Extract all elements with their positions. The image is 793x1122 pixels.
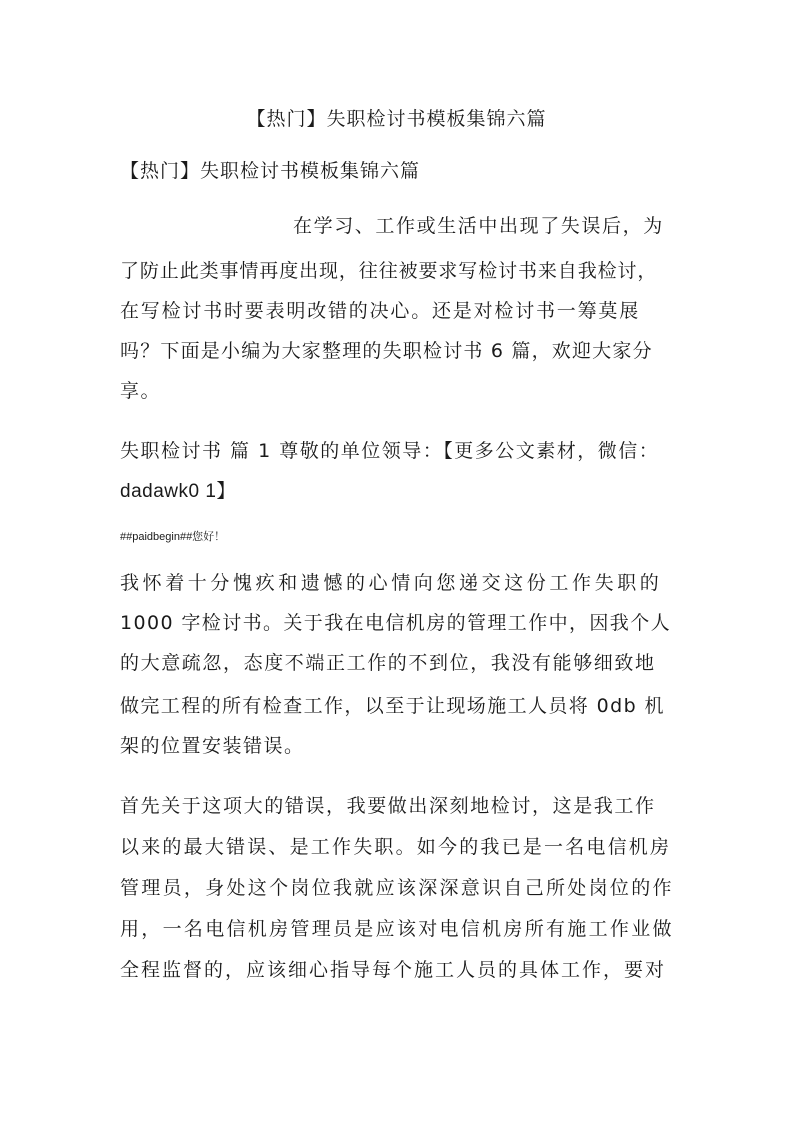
paragraph2-line-3: 管理员，身处这个岗位我就应该深深意识自己所处岗位的作 <box>120 877 674 899</box>
paid-marker-line: ##paidbegin##您好！ <box>120 531 226 543</box>
intro-line-2: 了防止此类事情再度出现，往往被要求写检讨书来自我检讨， <box>120 260 658 282</box>
paragraph2-line-2: 以来的最大错误、是工作失职。如今的我已是一名电信机房 <box>120 836 672 858</box>
intro-line-4: 吗？下面是小编为大家整理的失职检讨书 6 篇，欢迎大家分 <box>120 340 653 362</box>
document-title: 【热门】失职检讨书模板集锦六篇 <box>246 108 547 130</box>
section-heading-line-2: dadawk0 1】 <box>120 481 236 502</box>
paragraph2-line-4: 用，一名电信机房管理员是应该对电信机房所有施工作业做 <box>120 918 674 940</box>
intro-line-3: 在写检讨书时要表明改错的决心。还是对检讨书一筹莫展 <box>120 300 641 322</box>
paragraph1-line-2: 1000 字检讨书。关于我在电信机房的管理工作中，因我个人 <box>120 612 671 634</box>
paragraph1-line-3: 的大意疏忽，态度不端正工作的不到位，我没有能够细致地 <box>120 652 656 674</box>
intro-line-1: 在学习、工作或生活中出现了失误后，为 <box>293 215 664 237</box>
paragraph1-line-5: 架的位置安装错误。 <box>120 735 305 757</box>
paragraph1-line-1: 我怀着十分愧疚和遗憾的心情向您递交这份工作失职的 <box>120 572 663 594</box>
intro-line-5: 享。 <box>120 380 162 402</box>
paragraph1-line-4: 做完工程的所有检查工作，以至于让现场施工人员将 0db 机 <box>120 695 665 717</box>
paragraph2-line-5: 全程监督的，应该细心指导每个施工人员的具体工作，要对 <box>120 959 667 981</box>
document-subtitle: 【热门】失职检讨书模板集锦六篇 <box>120 160 421 182</box>
paragraph2-line-1: 首先关于这项大的错误，我要做出深刻地检讨，这是我工作 <box>120 795 656 817</box>
section-heading-line-1: 失职检讨书 篇 1 尊敬的单位领导：【更多公文素材，微信： <box>120 440 660 462</box>
